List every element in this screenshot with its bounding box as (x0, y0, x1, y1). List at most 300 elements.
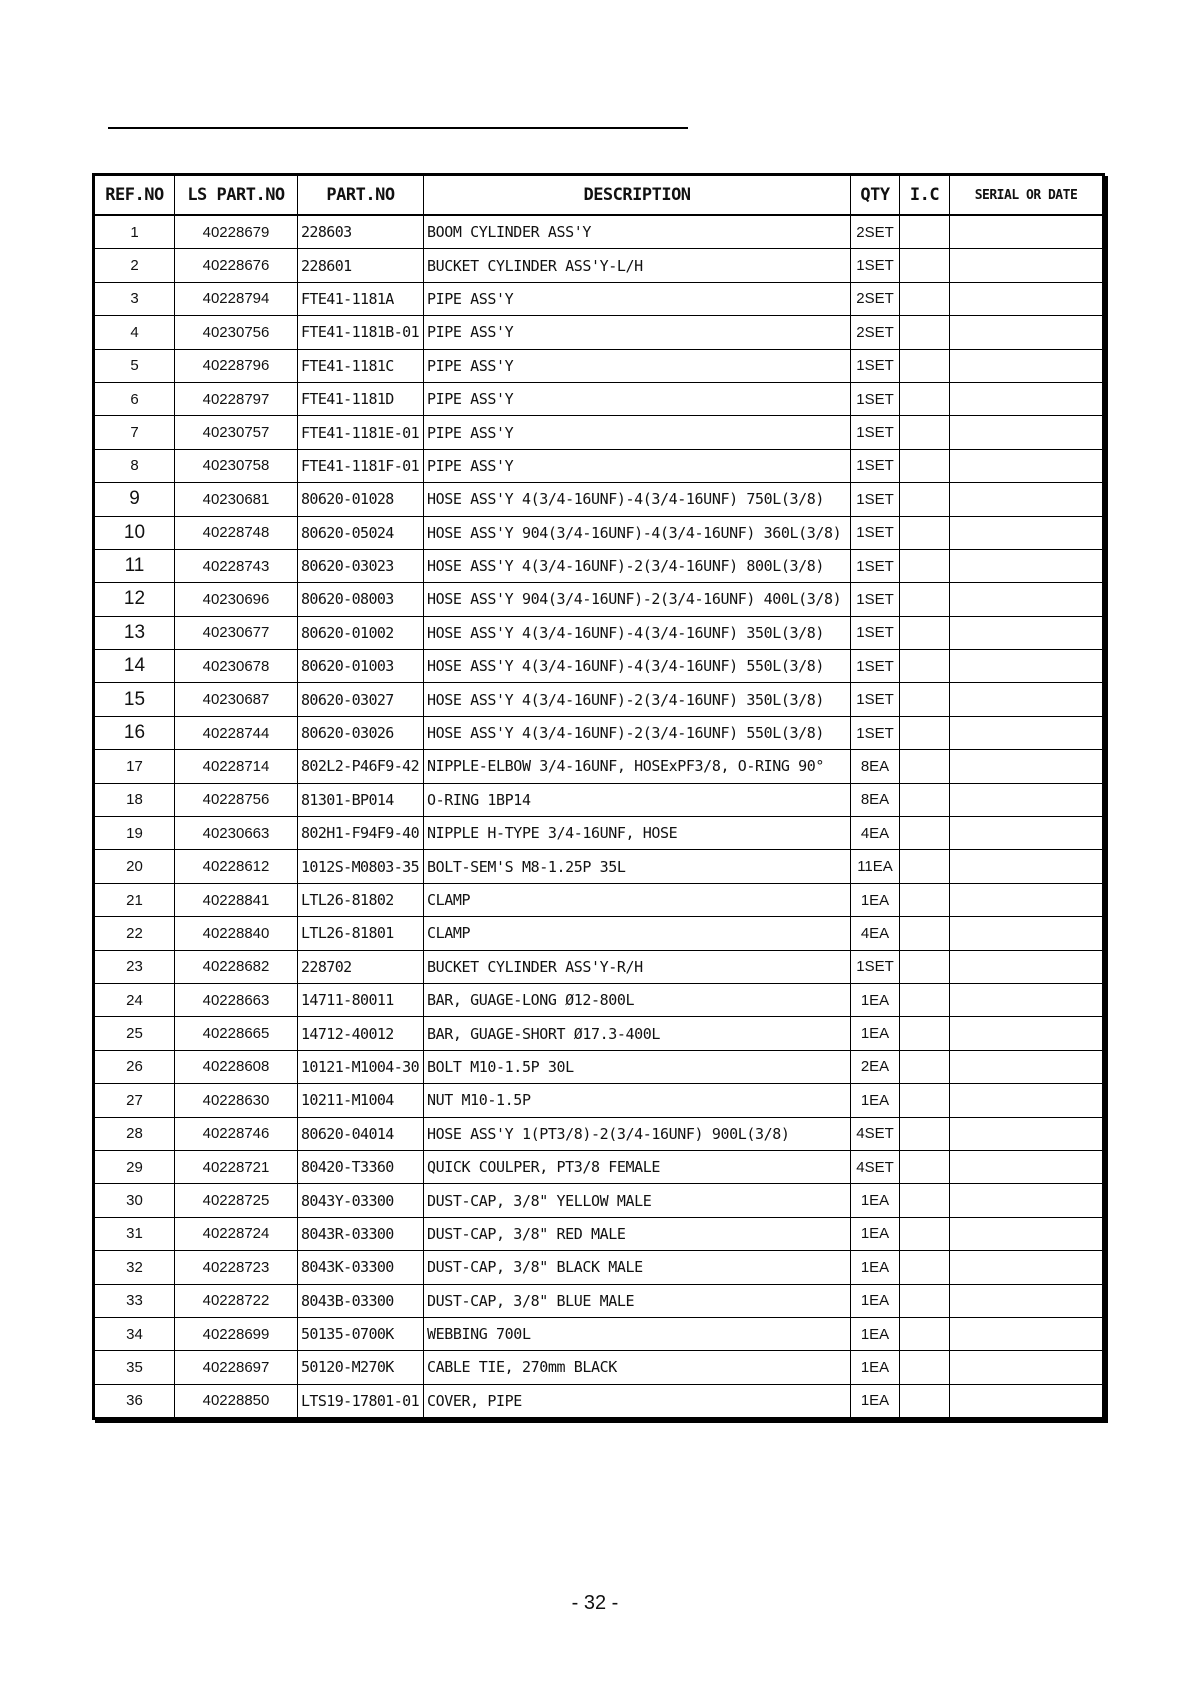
cell-part-no: 80620-03027 (298, 683, 424, 716)
cell-part-no: FTE41-1181D (298, 382, 424, 415)
cell-serial-or-date (950, 549, 1104, 582)
cell-part-no: 10121-M1004-30 (298, 1050, 424, 1083)
table-row (94, 683, 1104, 716)
cell-ref-no: 22 (94, 917, 175, 950)
cell-ref-no: 8 (94, 449, 175, 482)
cell-part-no: 228603 (298, 215, 424, 249)
cell-part-no: LTL26-81802 (298, 883, 424, 916)
cell-ic (900, 382, 950, 415)
table-row (94, 449, 1104, 482)
cell-part-no: 80620-01002 (298, 616, 424, 649)
cell-ref-no: 15 (94, 683, 175, 716)
cell-ref-no: 20 (94, 850, 175, 883)
table-row (94, 549, 1104, 582)
cell-part-no: 1012S-M0803-35 (298, 850, 424, 883)
cell-description: HOSE ASS'Y 1(PT3/8)-2(3/4-16UNF) 900L(3/8) (424, 1117, 851, 1150)
cell-serial-or-date (950, 316, 1104, 349)
cell-ic (900, 650, 950, 683)
cell-ref-no: 21 (94, 883, 175, 916)
cell-part-no: 228601 (298, 249, 424, 282)
cell-ls-part-no: 40228612 (175, 850, 298, 883)
cell-part-no: 802L2-P46F9-42 (298, 750, 424, 783)
cell-qty: 2SET (851, 316, 900, 349)
cell-ref-no: 31 (94, 1217, 175, 1250)
cell-part-no: 80620-04014 (298, 1117, 424, 1150)
cell-qty: 1SET (851, 249, 900, 282)
header-description: DESCRIPTION (424, 175, 851, 216)
cell-ls-part-no: 40228722 (175, 1284, 298, 1317)
cell-ref-no: 30 (94, 1184, 175, 1217)
table-row (94, 382, 1104, 415)
cell-qty: 1EA (851, 1284, 900, 1317)
table-row (94, 650, 1104, 683)
cell-ls-part-no: 40228699 (175, 1317, 298, 1350)
cell-qty: 1SET (851, 583, 900, 616)
cell-description: CABLE TIE, 270mm BLACK (424, 1351, 851, 1384)
cell-ic (900, 1217, 950, 1250)
cell-serial-or-date (950, 950, 1104, 983)
cell-ic (900, 1317, 950, 1350)
cell-ref-no: 23 (94, 950, 175, 983)
cell-serial-or-date (950, 1384, 1104, 1418)
cell-serial-or-date (950, 416, 1104, 449)
cell-ls-part-no: 40228721 (175, 1150, 298, 1183)
cell-ic (900, 917, 950, 950)
cell-serial-or-date (950, 1084, 1104, 1117)
parts-table-body (94, 215, 1104, 1419)
cell-ic (900, 1251, 950, 1284)
cell-ic (900, 817, 950, 850)
cell-part-no: 8043R-03300 (298, 1217, 424, 1250)
cell-ls-part-no: 40228797 (175, 382, 298, 415)
table-row (94, 1117, 1104, 1150)
cell-ref-no: 9 (94, 483, 175, 516)
table-row (94, 883, 1104, 916)
cell-serial-or-date (950, 1117, 1104, 1150)
cell-ls-part-no: 40228697 (175, 1351, 298, 1384)
cell-ref-no: 36 (94, 1384, 175, 1418)
cell-ls-part-no: 40228714 (175, 750, 298, 783)
table-row (94, 282, 1104, 315)
header-serial-or-date: SERIAL OR DATE (950, 175, 1104, 216)
cell-part-no: 80620-03026 (298, 716, 424, 749)
header-ls-part-no: LS PART.NO (175, 175, 298, 216)
cell-ls-part-no: 40228743 (175, 549, 298, 582)
cell-ref-no: 4 (94, 316, 175, 349)
cell-ls-part-no: 40228608 (175, 1050, 298, 1083)
parts-table (92, 173, 1105, 1420)
cell-part-no: FTE41-1181F-01 (298, 449, 424, 482)
cell-qty: 8EA (851, 783, 900, 816)
cell-ref-no: 14 (94, 650, 175, 683)
table-row (94, 349, 1104, 382)
cell-ref-no: 5 (94, 349, 175, 382)
cell-description: PIPE ASS'Y (424, 316, 851, 349)
cell-ic (900, 282, 950, 315)
cell-part-no: 80620-08003 (298, 583, 424, 616)
cell-description: BAR, GUAGE-LONG Ø12-800L (424, 983, 851, 1016)
cell-ref-no: 12 (94, 583, 175, 616)
cell-ic (900, 883, 950, 916)
table-row (94, 249, 1104, 282)
cell-qty: 11EA (851, 850, 900, 883)
cell-description: HOSE ASS'Y 4(3/4-16UNF)-2(3/4-16UNF) 800L(3/8) (424, 549, 851, 582)
cell-ic (900, 750, 950, 783)
cell-ic (900, 549, 950, 582)
cell-description: HOSE ASS'Y 4(3/4-16UNF)-2(3/4-16UNF) 350L(3/8) (424, 683, 851, 716)
cell-ref-no: 29 (94, 1150, 175, 1183)
cell-ls-part-no: 40230681 (175, 483, 298, 516)
cell-ic (900, 950, 950, 983)
cell-ic (900, 1184, 950, 1217)
cell-description: HOSE ASS'Y 4(3/4-16UNF)-2(3/4-16UNF) 550L(3/8) (424, 716, 851, 749)
cell-qty: 1EA (851, 1317, 900, 1350)
table-row (94, 416, 1104, 449)
cell-serial-or-date (950, 1184, 1104, 1217)
cell-ic (900, 416, 950, 449)
cell-qty: 8EA (851, 750, 900, 783)
cell-part-no: 10211-M1004 (298, 1084, 424, 1117)
cell-ls-part-no: 40228676 (175, 249, 298, 282)
cell-description: PIPE ASS'Y (424, 416, 851, 449)
table-row (94, 316, 1104, 349)
cell-description: BOLT-SEM'S M8-1.25P 35L (424, 850, 851, 883)
cell-qty: 1SET (851, 483, 900, 516)
cell-ref-no: 19 (94, 817, 175, 850)
cell-ls-part-no: 40228665 (175, 1017, 298, 1050)
cell-ref-no: 18 (94, 783, 175, 816)
table-row (94, 1050, 1104, 1083)
cell-ic (900, 449, 950, 482)
cell-part-no: 80620-05024 (298, 516, 424, 549)
cell-description: COVER, PIPE (424, 1384, 851, 1418)
cell-ic (900, 716, 950, 749)
cell-ls-part-no: 40228796 (175, 349, 298, 382)
cell-serial-or-date (950, 683, 1104, 716)
table-row (94, 483, 1104, 516)
cell-ls-part-no: 40230687 (175, 683, 298, 716)
cell-serial-or-date (950, 1317, 1104, 1350)
table-row (94, 583, 1104, 616)
cell-serial-or-date (950, 516, 1104, 549)
cell-part-no: FTE41-1181A (298, 282, 424, 315)
cell-ref-no: 24 (94, 983, 175, 1016)
cell-serial-or-date (950, 282, 1104, 315)
cell-description: WEBBING 700L (424, 1317, 851, 1350)
cell-ic (900, 215, 950, 249)
cell-ls-part-no: 40228841 (175, 883, 298, 916)
cell-ref-no: 3 (94, 282, 175, 315)
cell-ic (900, 1084, 950, 1117)
table-row (94, 1184, 1104, 1217)
cell-ref-no: 34 (94, 1317, 175, 1350)
cell-ls-part-no: 40228794 (175, 282, 298, 315)
cell-description: QUICK COULPER, PT3/8 FEMALE (424, 1150, 851, 1183)
cell-ic (900, 683, 950, 716)
cell-part-no: FTE41-1181B-01 (298, 316, 424, 349)
cell-qty: 1SET (851, 449, 900, 482)
cell-ls-part-no: 40228679 (175, 215, 298, 249)
cell-ic (900, 850, 950, 883)
cell-ref-no: 32 (94, 1251, 175, 1284)
cell-description: BUCKET CYLINDER ASS'Y-L/H (424, 249, 851, 282)
cell-ls-part-no: 40228724 (175, 1217, 298, 1250)
cell-serial-or-date (950, 483, 1104, 516)
cell-description: BAR, GUAGE-SHORT Ø17.3-400L (424, 1017, 851, 1050)
cell-ic (900, 349, 950, 382)
cell-serial-or-date (950, 817, 1104, 850)
cell-description: CLAMP (424, 917, 851, 950)
cell-serial-or-date (950, 1150, 1104, 1183)
cell-serial-or-date (950, 750, 1104, 783)
cell-ic (900, 1351, 950, 1384)
cell-qty: 1SET (851, 616, 900, 649)
cell-ic (900, 583, 950, 616)
cell-ls-part-no: 40230677 (175, 616, 298, 649)
cell-qty: 4EA (851, 817, 900, 850)
cell-qty: 1SET (851, 516, 900, 549)
cell-description: PIPE ASS'Y (424, 449, 851, 482)
cell-description: CLAMP (424, 883, 851, 916)
cell-ref-no: 16 (94, 716, 175, 749)
cell-serial-or-date (950, 1351, 1104, 1384)
cell-description: HOSE ASS'Y 4(3/4-16UNF)-4(3/4-16UNF) 550L(3/8) (424, 650, 851, 683)
cell-ref-no: 7 (94, 416, 175, 449)
table-row (94, 950, 1104, 983)
cell-serial-or-date (950, 783, 1104, 816)
cell-ls-part-no: 40230756 (175, 316, 298, 349)
cell-part-no: 50135-0700K (298, 1317, 424, 1350)
cell-qty: 2SET (851, 215, 900, 249)
cell-description: PIPE ASS'Y (424, 349, 851, 382)
cell-ref-no: 33 (94, 1284, 175, 1317)
cell-serial-or-date (950, 650, 1104, 683)
table-row (94, 1017, 1104, 1050)
cell-ic (900, 1017, 950, 1050)
cell-qty: 1EA (851, 1351, 900, 1384)
cell-description: O-RING 1BP14 (424, 783, 851, 816)
cell-ref-no: 1 (94, 215, 175, 249)
cell-ls-part-no: 40230758 (175, 449, 298, 482)
cell-serial-or-date (950, 616, 1104, 649)
table-header-row (94, 175, 1104, 216)
cell-part-no: 14711-80011 (298, 983, 424, 1016)
cell-ls-part-no: 40228725 (175, 1184, 298, 1217)
cell-description: BUCKET CYLINDER ASS'Y-R/H (424, 950, 851, 983)
cell-qty: 4EA (851, 917, 900, 950)
cell-part-no: 80620-01003 (298, 650, 424, 683)
cell-qty: 1SET (851, 382, 900, 415)
table-row (94, 1150, 1104, 1183)
cell-serial-or-date (950, 382, 1104, 415)
cell-qty: 1EA (851, 1184, 900, 1217)
cell-ref-no: 11 (94, 549, 175, 582)
cell-ls-part-no: 40228744 (175, 716, 298, 749)
cell-serial-or-date (950, 1050, 1104, 1083)
header-part-no: PART.NO (298, 175, 424, 216)
cell-serial-or-date (950, 349, 1104, 382)
cell-qty: 1SET (851, 650, 900, 683)
cell-ref-no: 13 (94, 616, 175, 649)
cell-description: HOSE ASS'Y 904(3/4-16UNF)-4(3/4-16UNF) 360L(3/8) (424, 516, 851, 549)
cell-qty: 1EA (851, 1084, 900, 1117)
cell-ref-no: 17 (94, 750, 175, 783)
cell-part-no: 14712-40012 (298, 1017, 424, 1050)
cell-description: DUST-CAP, 3/8" YELLOW MALE (424, 1184, 851, 1217)
cell-ls-part-no: 40228746 (175, 1117, 298, 1150)
cell-qty: 2SET (851, 282, 900, 315)
cell-part-no: 228702 (298, 950, 424, 983)
cell-part-no: 8043B-03300 (298, 1284, 424, 1317)
cell-description: NIPPLE-ELBOW 3/4-16UNF, HOSExPF3/8, O-RING 90° (424, 750, 851, 783)
cell-serial-or-date (950, 917, 1104, 950)
table-row (94, 917, 1104, 950)
cell-ic (900, 1384, 950, 1418)
table-row (94, 1217, 1104, 1250)
table-row (94, 783, 1104, 816)
cell-ic (900, 316, 950, 349)
cell-ls-part-no: 40228723 (175, 1251, 298, 1284)
cell-ref-no: 25 (94, 1017, 175, 1050)
cell-part-no: 802H1-F94F9-40 (298, 817, 424, 850)
cell-ic (900, 516, 950, 549)
cell-description: PIPE ASS'Y (424, 382, 851, 415)
table-row (94, 1384, 1104, 1418)
cell-description: NIPPLE H-TYPE 3/4-16UNF, HOSE (424, 817, 851, 850)
cell-ref-no: 35 (94, 1351, 175, 1384)
cell-part-no: LTL26-81801 (298, 917, 424, 950)
cell-ls-part-no: 40228682 (175, 950, 298, 983)
cell-ref-no: 2 (94, 249, 175, 282)
cell-serial-or-date (950, 883, 1104, 916)
cell-serial-or-date (950, 1217, 1104, 1250)
cell-qty: 1SET (851, 950, 900, 983)
cell-ls-part-no: 40228756 (175, 783, 298, 816)
cell-qty: 1SET (851, 549, 900, 582)
cell-description: HOSE ASS'Y 904(3/4-16UNF)-2(3/4-16UNF) 400L(3/8) (424, 583, 851, 616)
cell-part-no: 8043Y-03300 (298, 1184, 424, 1217)
cell-description: BOOM CYLINDER ASS'Y (424, 215, 851, 249)
cell-description: DUST-CAP, 3/8" BLACK MALE (424, 1251, 851, 1284)
cell-part-no: 81301-BP014 (298, 783, 424, 816)
table-row (94, 716, 1104, 749)
cell-description: DUST-CAP, 3/8" BLUE MALE (424, 1284, 851, 1317)
cell-serial-or-date (950, 583, 1104, 616)
cell-serial-or-date (950, 1251, 1104, 1284)
cell-ref-no: 28 (94, 1117, 175, 1150)
cell-serial-or-date (950, 850, 1104, 883)
cell-serial-or-date (950, 1284, 1104, 1317)
cell-qty: 1EA (851, 1384, 900, 1418)
table-row (94, 1317, 1104, 1350)
cell-serial-or-date (950, 449, 1104, 482)
cell-serial-or-date (950, 983, 1104, 1016)
table-row (94, 616, 1104, 649)
table-row (94, 516, 1104, 549)
cell-ic (900, 983, 950, 1016)
cell-part-no: FTE41-1181E-01 (298, 416, 424, 449)
cell-part-no: FTE41-1181C (298, 349, 424, 382)
cell-ls-part-no: 40228630 (175, 1084, 298, 1117)
cell-description: HOSE ASS'Y 4(3/4-16UNF)-4(3/4-16UNF) 750L(3/8) (424, 483, 851, 516)
top-rule (108, 127, 688, 129)
table-row (94, 1351, 1104, 1384)
cell-ls-part-no: 40230696 (175, 583, 298, 616)
cell-ic (900, 1150, 950, 1183)
cell-part-no: 80420-T3360 (298, 1150, 424, 1183)
cell-serial-or-date (950, 1017, 1104, 1050)
cell-description: NUT M10-1.5P (424, 1084, 851, 1117)
cell-ic (900, 1117, 950, 1150)
cell-qty: 1EA (851, 983, 900, 1016)
table-row (94, 1084, 1104, 1117)
cell-ic (900, 483, 950, 516)
cell-ref-no: 6 (94, 382, 175, 415)
header-qty: QTY (851, 175, 900, 216)
cell-ref-no: 27 (94, 1084, 175, 1117)
cell-ic (900, 249, 950, 282)
cell-ls-part-no: 40228840 (175, 917, 298, 950)
cell-qty: 2EA (851, 1050, 900, 1083)
cell-ls-part-no: 40228748 (175, 516, 298, 549)
cell-qty: 1EA (851, 1217, 900, 1250)
cell-ls-part-no: 40228850 (175, 1384, 298, 1418)
cell-part-no: 80620-03023 (298, 549, 424, 582)
cell-ic (900, 783, 950, 816)
table-row (94, 750, 1104, 783)
table-row (94, 850, 1104, 883)
cell-serial-or-date (950, 215, 1104, 249)
cell-ref-no: 26 (94, 1050, 175, 1083)
table-row (94, 1251, 1104, 1284)
page-number: - 32 - (571, 1592, 619, 1614)
table-row (94, 215, 1104, 249)
cell-qty: 1EA (851, 1017, 900, 1050)
table-row (94, 817, 1104, 850)
cell-qty: 1SET (851, 349, 900, 382)
cell-part-no: LTS19-17801-01 (298, 1384, 424, 1418)
table-row (94, 1284, 1104, 1317)
cell-ls-part-no: 40230678 (175, 650, 298, 683)
header-ic: I.C (900, 175, 950, 216)
cell-description: BOLT M10-1.5P 30L (424, 1050, 851, 1083)
cell-qty: 1EA (851, 1251, 900, 1284)
cell-description: DUST-CAP, 3/8" RED MALE (424, 1217, 851, 1250)
cell-serial-or-date (950, 249, 1104, 282)
cell-qty: 1SET (851, 716, 900, 749)
header-ref-no: REF.NO (94, 175, 175, 216)
cell-ic (900, 1050, 950, 1083)
cell-description: HOSE ASS'Y 4(3/4-16UNF)-4(3/4-16UNF) 350L(3/8) (424, 616, 851, 649)
table-row (94, 983, 1104, 1016)
cell-qty: 4SET (851, 1150, 900, 1183)
cell-serial-or-date (950, 716, 1104, 749)
cell-part-no: 80620-01028 (298, 483, 424, 516)
cell-ref-no: 10 (94, 516, 175, 549)
cell-part-no: 50120-M270K (298, 1351, 424, 1384)
cell-qty: 1SET (851, 416, 900, 449)
cell-description: PIPE ASS'Y (424, 282, 851, 315)
cell-part-no: 8043K-03300 (298, 1251, 424, 1284)
cell-ls-part-no: 40228663 (175, 983, 298, 1016)
cell-qty: 1SET (851, 683, 900, 716)
cell-ic (900, 1284, 950, 1317)
cell-ic (900, 616, 950, 649)
cell-qty: 4SET (851, 1117, 900, 1150)
cell-ls-part-no: 40230663 (175, 817, 298, 850)
cell-qty: 1EA (851, 883, 900, 916)
cell-ls-part-no: 40230757 (175, 416, 298, 449)
